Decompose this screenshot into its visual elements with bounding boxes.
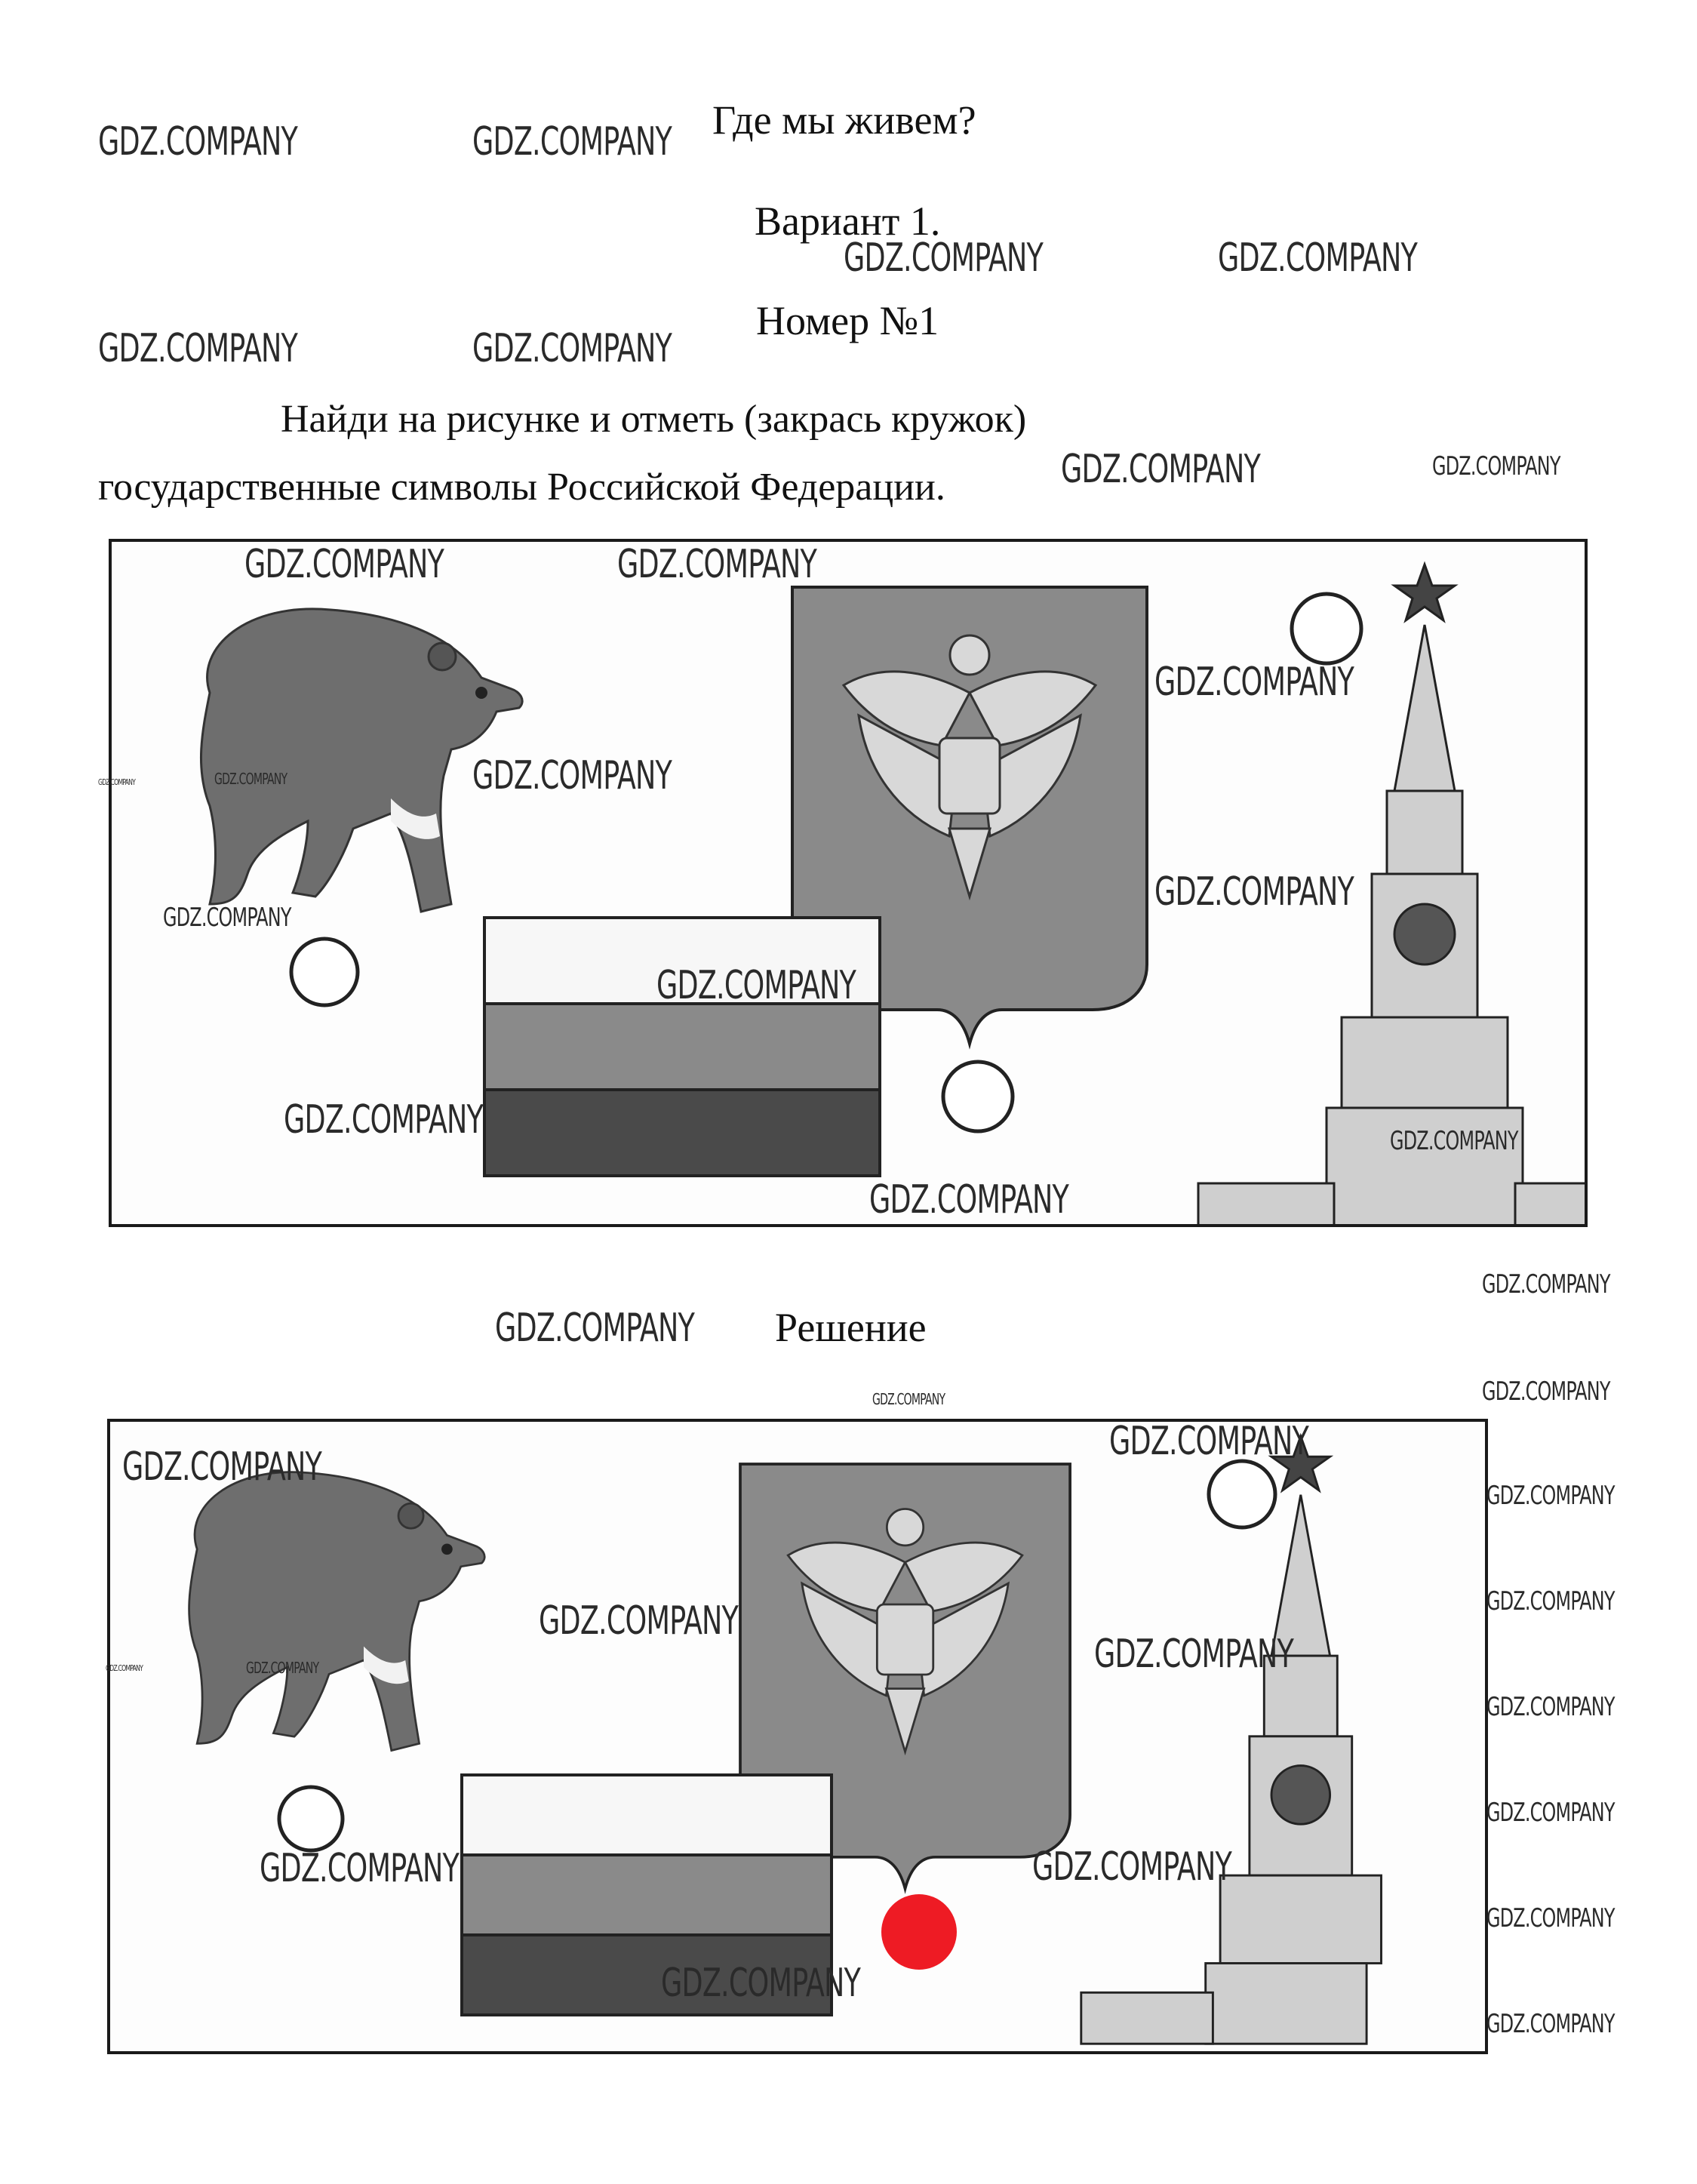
watermark: GDZ.COMPANY <box>1482 1377 1610 1407</box>
watermark: GDZ.COMPANY <box>1154 660 1354 705</box>
watermark: GDZ.COMPANY <box>1061 447 1261 492</box>
watermark: GDZ.COMPANY <box>1486 1481 1615 1511</box>
spasskaya-tower-image <box>1198 564 1588 1227</box>
bear-circle <box>279 1787 343 1850</box>
watermark: GDZ.COMPANY <box>472 119 672 165</box>
watermark: GDZ.COMPANY <box>472 326 672 371</box>
coat-of-arms-circle <box>1209 1461 1275 1527</box>
watermark: GDZ.COMPANY <box>1154 869 1354 915</box>
watermark: GDZ.COMPANY <box>98 119 298 165</box>
flag-image <box>484 918 880 1176</box>
watermark: GDZ.COMPANY <box>98 326 298 371</box>
watermark: GDZ.COMPANY <box>122 1444 322 1490</box>
watermark: GDZ.COMPANY <box>1432 451 1560 481</box>
watermark: GDZ.COMPANY <box>495 1306 695 1351</box>
watermark: GDZ.COMPANY <box>869 1177 1069 1223</box>
watermark: GDZ.COMPANY <box>284 1097 484 1143</box>
watermark: GDZ.COMPANY <box>617 542 817 587</box>
watermark: GDZ.COMPANY <box>1486 1798 1615 1828</box>
watermark: GDZ.COMPANY <box>1218 235 1418 281</box>
page-title: Где мы живем? <box>712 97 976 143</box>
watermark: GDZ.COMPANY <box>1486 1692 1615 1722</box>
watermark: GDZ.COMPANY <box>472 753 672 798</box>
flag-circle-marked <box>881 1894 957 1970</box>
solution-figure-panel <box>107 1419 1488 2054</box>
bear-circle <box>291 939 358 1005</box>
bear-image <box>201 609 522 912</box>
watermark: GDZ.COMPANY <box>98 777 136 787</box>
task-text-line2: государственные символы Российской Федерации. <box>98 466 945 509</box>
watermark: GDZ.COMPANY <box>246 1659 319 1677</box>
watermark: GDZ.COMPANY <box>1109 1419 1309 1464</box>
watermark: GDZ.COMPANY <box>1482 1269 1610 1300</box>
watermark: GDZ.COMPANY <box>1094 1632 1294 1677</box>
solution-figure <box>110 1422 1488 2054</box>
watermark: GDZ.COMPANY <box>1032 1844 1232 1890</box>
task-figure <box>112 542 1588 1227</box>
bear-image <box>189 1472 485 1751</box>
watermark: GDZ.COMPANY <box>1486 2009 1615 2039</box>
watermark: GDZ.COMPANY <box>656 963 856 1008</box>
watermark: GDZ.COMPANY <box>844 235 1044 281</box>
watermark: GDZ.COMPANY <box>214 770 287 788</box>
watermark: GDZ.COMPANY <box>872 1390 945 1408</box>
task-number: Номер №1 <box>756 298 939 343</box>
watermark: GDZ.COMPANY <box>260 1846 460 1891</box>
watermark: GDZ.COMPANY <box>106 1663 143 1673</box>
watermark: GDZ.COMPANY <box>1486 1586 1615 1616</box>
coat-of-arms-circle <box>1292 594 1361 663</box>
watermark: GDZ.COMPANY <box>539 1598 739 1644</box>
solution-heading: Решение <box>775 1305 927 1350</box>
flag-image <box>462 1775 832 2015</box>
variant-label: Вариант 1. <box>755 198 941 244</box>
watermark: GDZ.COMPANY <box>1390 1126 1518 1156</box>
task-text-line1: Найди на рисунке и отметь (закрась кружок) <box>281 398 1027 441</box>
watermark: GDZ.COMPANY <box>244 542 444 587</box>
task-figure-panel <box>109 539 1588 1227</box>
watermark: GDZ.COMPANY <box>1486 1903 1615 1933</box>
flag-circle <box>943 1062 1013 1131</box>
watermark: GDZ.COMPANY <box>163 903 291 933</box>
watermark: GDZ.COMPANY <box>661 1961 861 2006</box>
